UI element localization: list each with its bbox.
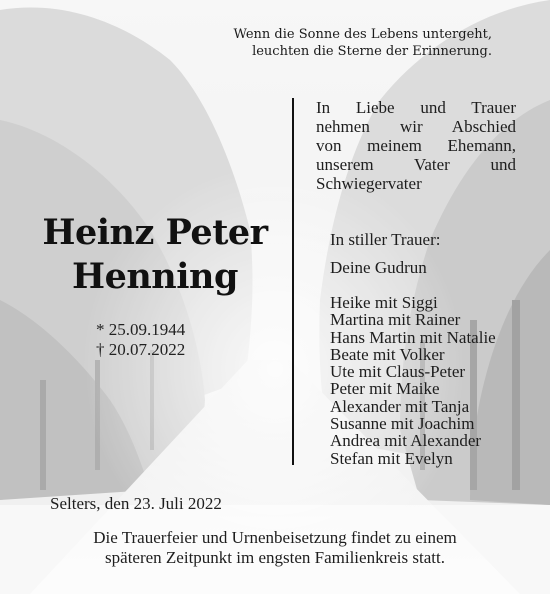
quote-line: Wenn die Sonne des Lebens untergeht, [233, 27, 492, 42]
family-member: Hans Martin mit Natalie [330, 327, 496, 347]
farewell-line: von meinem Ehemann, [316, 136, 516, 155]
family-member: Andrea mit Alexander [330, 431, 482, 451]
family-member: Martina mit Rainer [330, 310, 461, 330]
family-member: Beate mit Volker [330, 344, 445, 364]
farewell-line: unserem Vater und [316, 155, 516, 174]
life-dates [96, 320, 185, 360]
family-member: Heike mit Siggi [330, 293, 438, 312]
family-member: Alexander mit Tanja [330, 396, 470, 416]
family-member: Susanne mit Joachim [330, 414, 475, 434]
family-member: Peter mit Maike [330, 379, 440, 399]
place-and-date: Selters, den 23. Juli 2022 [50, 494, 222, 513]
deceased-last-name: Henning [72, 256, 238, 297]
farewell-line: In Liebe und Trauer [316, 98, 516, 117]
birth-date: * 25.09.1944 [96, 320, 186, 339]
farewell-text [316, 98, 516, 193]
memorial-quote [0, 26, 492, 60]
vertical-divider [292, 98, 294, 465]
ceremony-note [0, 528, 550, 568]
family-list [330, 294, 496, 467]
deceased-first-name: Heinz Peter [42, 212, 268, 253]
farewell-line: nehmen wir Abschied [316, 117, 516, 136]
ceremony-line: späteren Zeitpunkt im engsten Familienkreis statt. [105, 548, 445, 567]
quote-line: leuchten die Sterne der Erinnerung. [252, 44, 492, 59]
ceremony-line: Die Trauerfeier und Urnenbeisetzung findet zu einem [93, 528, 457, 547]
family-member: Stefan mit Evelyn [330, 448, 453, 468]
mourners-heading: In stiller Trauer: [330, 230, 441, 249]
farewell-line: Schwiegervater [316, 174, 422, 193]
death-date: † 20.07.2022 [96, 340, 186, 359]
family-member: Ute mit Claus-Peter [330, 362, 466, 382]
spouse-name: Deine Gudrun [330, 258, 427, 277]
